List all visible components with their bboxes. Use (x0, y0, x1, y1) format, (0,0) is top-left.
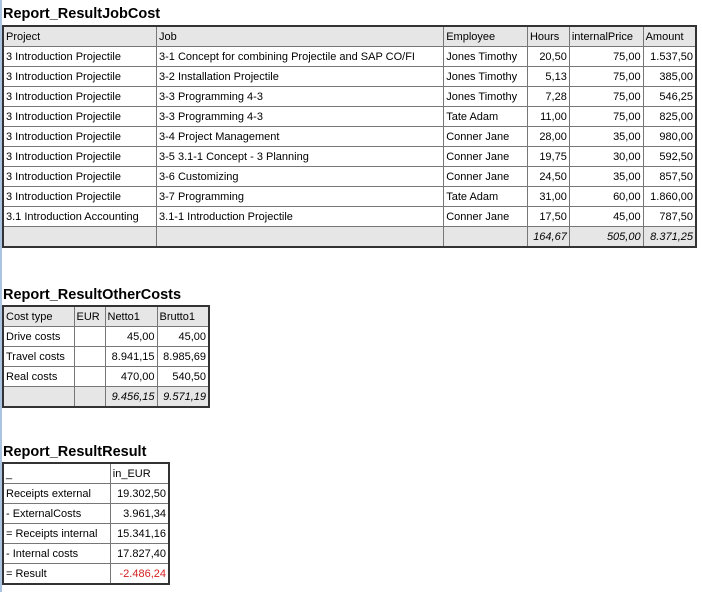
cell: 19.302,50 (110, 484, 169, 504)
total-internal-price: 505,00 (569, 227, 643, 248)
cell: Conner Jane (444, 167, 528, 187)
table-header-row (3, 306, 209, 327)
col-amount: Amount (643, 26, 696, 47)
total-amount: 8.371,25 (643, 227, 696, 248)
col-eur: EUR (74, 306, 105, 327)
table-row (3, 484, 169, 504)
cell: = Result (3, 564, 110, 585)
col-hours: Hours (527, 26, 569, 47)
cell: 19,75 (527, 147, 569, 167)
cell: Receipts external (3, 484, 110, 504)
cell: 3.1-1 Introduction Projectile (157, 207, 444, 227)
col-netto1: Netto1 (105, 306, 157, 327)
cell: Tate Adam (444, 107, 528, 127)
cell (74, 367, 105, 387)
cell: 385,00 (643, 67, 696, 87)
cell: 75,00 (569, 87, 643, 107)
cell: 35,00 (569, 167, 643, 187)
cell (444, 227, 528, 248)
cell: 17.827,40 (110, 544, 169, 564)
cell: 3-3 Programming 4-3 (157, 87, 444, 107)
table-row (3, 207, 696, 227)
cell: 3 Introduction Projectile (3, 147, 157, 167)
cell: 3 Introduction Projectile (3, 127, 157, 147)
table-header-row (3, 463, 169, 484)
cell: 45,00 (105, 327, 157, 347)
cell (157, 227, 444, 248)
cell: 8.985,69 (157, 347, 209, 367)
other-costs-title: Report_ResultOtherCosts (3, 287, 182, 303)
cell: 75,00 (569, 67, 643, 87)
cell: 3-6 Customizing (157, 167, 444, 187)
cell: 15.341,16 (110, 524, 169, 544)
cell: 3.961,34 (110, 504, 169, 524)
job-cost-table (2, 25, 697, 248)
table-row (3, 47, 696, 67)
cell: - ExternalCosts (3, 504, 110, 524)
cell: 540,50 (157, 367, 209, 387)
job-cost-title: Report_ResultJobCost (3, 6, 161, 22)
table-row (3, 564, 169, 585)
cell (3, 387, 74, 408)
cell: 28,00 (527, 127, 569, 147)
col-job: Job (157, 26, 444, 47)
cell: Conner Jane (444, 127, 528, 147)
col-internal-price: internalPrice (569, 26, 643, 47)
cell: 5,13 (527, 67, 569, 87)
cell: Conner Jane (444, 207, 528, 227)
table-row (3, 544, 169, 564)
cell: 857,50 (643, 167, 696, 187)
cell: Real costs (3, 367, 74, 387)
table-row (3, 67, 696, 87)
cell: 31,00 (527, 187, 569, 207)
cell: 11,00 (527, 107, 569, 127)
cell: Jones Timothy (444, 47, 528, 67)
cell: 3-1 Concept for combining Projectile and SAP CO/FI (157, 47, 444, 67)
result-table (2, 462, 170, 585)
cell: Jones Timothy (444, 67, 528, 87)
cell: 3-3 Programming 4-3 (157, 107, 444, 127)
cell: 3.1 Introduction Accounting (3, 207, 157, 227)
cell (3, 227, 157, 248)
table-row (3, 504, 169, 524)
cell: 17,50 (527, 207, 569, 227)
cell: = Receipts internal (3, 524, 110, 544)
cell: 3 Introduction Projectile (3, 47, 157, 67)
cell: 30,00 (569, 147, 643, 167)
cell: Jones Timothy (444, 87, 528, 107)
cell (74, 387, 105, 408)
cell: Travel costs (3, 347, 74, 367)
table-row (3, 367, 209, 387)
table-row (3, 127, 696, 147)
cell: 3-4 Project Management (157, 127, 444, 147)
cell: 546,25 (643, 87, 696, 107)
cell: 470,00 (105, 367, 157, 387)
cell: 45,00 (569, 207, 643, 227)
cell: - Internal costs (3, 544, 110, 564)
cell: Conner Jane (444, 147, 528, 167)
totals-row (3, 387, 209, 408)
cell: 787,50 (643, 207, 696, 227)
table-row (3, 327, 209, 347)
cell: 3-7 Programming (157, 187, 444, 207)
cell: 75,00 (569, 47, 643, 67)
totals-row (3, 227, 696, 248)
cell: 980,00 (643, 127, 696, 147)
result-title: Report_ResultResult (3, 444, 147, 460)
col-employee: Employee (444, 26, 528, 47)
cell: 3-5 3.1-1 Concept - 3 Planning (157, 147, 444, 167)
cell: 3 Introduction Projectile (3, 67, 157, 87)
col-in-eur: in_EUR (110, 463, 169, 484)
table-row (3, 347, 209, 367)
cell: 3 Introduction Projectile (3, 167, 157, 187)
table-row (3, 187, 696, 207)
cell: 20,50 (527, 47, 569, 67)
cell: 1.537,50 (643, 47, 696, 67)
col-project: Project (3, 26, 157, 47)
cell: 3 Introduction Projectile (3, 107, 157, 127)
cell: 75,00 (569, 107, 643, 127)
total-netto1: 9.456,15 (105, 387, 157, 408)
cell: 3-2 Installation Projectile (157, 67, 444, 87)
other-costs-table (2, 305, 210, 408)
total-brutto1: 9.571,19 (157, 387, 209, 408)
cell: 3 Introduction Projectile (3, 187, 157, 207)
table-header-row (3, 26, 696, 47)
cell: 592,50 (643, 147, 696, 167)
col-cost-type: Cost type (3, 306, 74, 327)
col-label: _ (3, 463, 110, 484)
cell (74, 347, 105, 367)
table-row (3, 87, 696, 107)
col-brutto1: Brutto1 (157, 306, 209, 327)
cell: 7,28 (527, 87, 569, 107)
table-row (3, 167, 696, 187)
cell: 1.860,00 (643, 187, 696, 207)
cell: 8.941,15 (105, 347, 157, 367)
table-row (3, 107, 696, 127)
cell (74, 327, 105, 347)
cell: 24,50 (527, 167, 569, 187)
total-hours: 164,67 (527, 227, 569, 248)
cell: 45,00 (157, 327, 209, 347)
cell: 35,00 (569, 127, 643, 147)
table-row (3, 524, 169, 544)
cell: 3 Introduction Projectile (3, 87, 157, 107)
cell: 825,00 (643, 107, 696, 127)
cell: Drive costs (3, 327, 74, 347)
result-value: -2.486,24 (110, 564, 169, 585)
table-row (3, 147, 696, 167)
cell: Tate Adam (444, 187, 528, 207)
cell: 60,00 (569, 187, 643, 207)
